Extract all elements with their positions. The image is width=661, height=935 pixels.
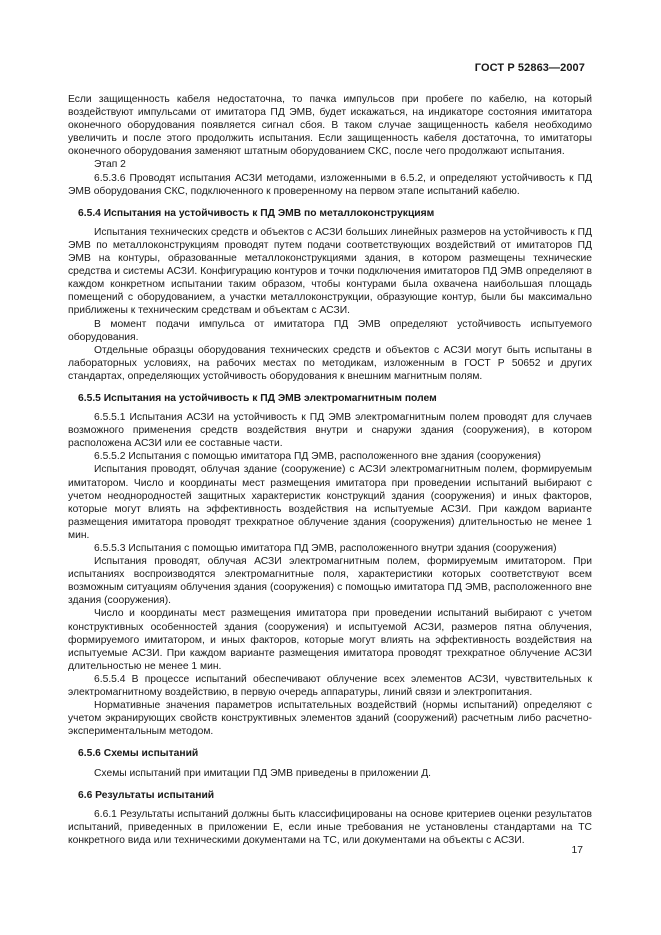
paragraph: Отдельные образцы оборудования технических средств и объектов с АСЗИ могут быть испытаны в лабораторных условиях, на рабочих местах по методикам, изложенным в ГОСТ Р 50652 и других стандартах, определяющих устойчивость оборудования к внешним магнитным полям. [68, 344, 592, 382]
paragraph: 6.5.3.6 Проводят испытания АСЗИ методами, изложенными в 6.5.2, и определяют устойчивость к ПД ЭМВ оборудования СКС, подключенного к проверенному на первом этапе испытаний кабелю. [68, 172, 592, 197]
paragraph: В момент подачи импульса от имитатора ПД ЭМВ определяют устойчивость испытуемого оборудования. [68, 318, 592, 343]
paragraph: Этап 2 [94, 159, 126, 171]
paragraph: Схемы испытаний при имитации ПД ЭМВ приведены в приложении Д. [94, 767, 432, 779]
paragraph: 6.5.5.2 Испытания с помощью имитатора ПД ЭМВ, расположенного вне здания (сооружения) [94, 451, 541, 463]
paragraph: Испытания технических средств и объектов с АСЗИ больших линейных размеров на устойчивость к ПД ЭМВ по металлоконструкциям проводят путем подачи соответствующих воздействий от имитаторов ПД ЭМВ на контуры, образованные металлоконструкциями здания, в котором размещены технические средства и системы АСЗИ. Конфигурацию контуров и точки подключения имитаторов ПД ЭМВ определяют в каждом конкретном испытании таким образом, чтобы контурами была охвачена наибольшая площадь помещений с оборудованием, а участки металлоконструкции, образующие контур, были бы максимально приближены к техническим средствам и объектам с АСЗИ. [68, 226, 592, 317]
paragraph: Нормативные значения параметров испытательных воздействий (нормы испытаний) определяют с учетом экранирующих свойств конструктивных элементов зданий (сооружений) расчетным либо расчетно-экспериментальным методом. [68, 700, 592, 738]
document-header: ГОСТ Р 52863—2007 [474, 62, 585, 74]
paragraph: Испытания проводят, облучая здание (сооружение) с АСЗИ электромагнитным полем, формируемым имитатором. Число и координаты мест размещения имитатора при проведении испытаний выбирают с учетом неоднородностей защитных характеристик конструкций здания (сооружения) и иных факторов, которые могут влиять на эффективность воздействия на испытуемые АСЗИ. При каждом варианте размещения имитатора проводят трехкратное облучение здания (сооружения) длительностью не менее 1 мин. [68, 464, 592, 541]
page-number: 17 [571, 845, 583, 856]
section-heading: 6.5.6 Схемы испытаний [78, 748, 199, 760]
paragraph: 6.5.5.1 Испытания АСЗИ на устойчивость к ПД ЭМВ электромагнитным полем проводят для случаев возможного применения средств воздействия внутри и снаружи здания (сооружения), в котором расположена АСЗИ или ее составные части. [68, 412, 592, 450]
section-heading: 6.6 Результаты испытаний [78, 789, 215, 801]
document-body [68, 93, 592, 847]
section-heading: 6.5.4 Испытания на устойчивость к ПД ЭМВ по металлоконструкциям [78, 207, 435, 219]
paragraph: Число и координаты мест размещения имитатора при проведении испытаний выбирают с учетом конструктивных особенностей здания (сооружения) и испытуемой АСЗИ, размеров пятна облучения, формируемого имитатором, и иных факторов, которые могут влиять на эффективность воздействия на испытуемые АСЗИ. При каждом варианте размещения имитатора проводят трехкратное облучение АСЗИ длительностью не менее 1 мин. [68, 608, 592, 672]
paragraph: 6.5.5.3 Испытания с помощью имитатора ПД ЭМВ, расположенного внутри здания (сооружения) [94, 543, 557, 554]
paragraph: 6.6.1 Результаты испытаний должны быть классифицированы на основе критериев оценки результатов испытаний, приведенных в приложении Е, если иные требования не установлены стандартами на ТС конкретного вида или техническими документами на ТС, или документами на объекты с АСЗИ. [68, 808, 592, 846]
paragraph: 6.5.5.4 В процессе испытаний обеспечивают облучение всех элементов АСЗИ, чувствительных к электромагнитному воздействию, в первую очередь аппаратуры, линий связи и электропитания. [68, 673, 592, 699]
paragraph: Испытания проводят, облучая АСЗИ электромагнитным полем, формируемым имитатором. При испытаниях воспроизводятся электромагнитные поля, характеристики которых соответствуют всем возможным ситуациям облучения здания (сооружения) с помощью имитатора ПД ЭМВ, расположенного вне здания (сооружения). [68, 556, 592, 607]
paragraph: Если защищенность кабеля недостаточна, то пачка импульсов при пробеге по кабелю, на который воздействуют импульсами от имитатора ПД ЭМВ, будет искажаться, на индикаторе состояния имитатора оконечного оборудования появляется сигнал сбоя. В таком случае защищенность кабеля необходимо увеличить и после этого продолжить испытания. Если защищенность кабеля достаточна, то имитаторы оконечного оборудования заменяют штатным оборудованием СКС, после чего продолжают испытания. [68, 94, 592, 158]
section-heading: 6.5.5 Испытания на устойчивость к ПД ЭМВ электромагнитным полем [78, 392, 437, 404]
